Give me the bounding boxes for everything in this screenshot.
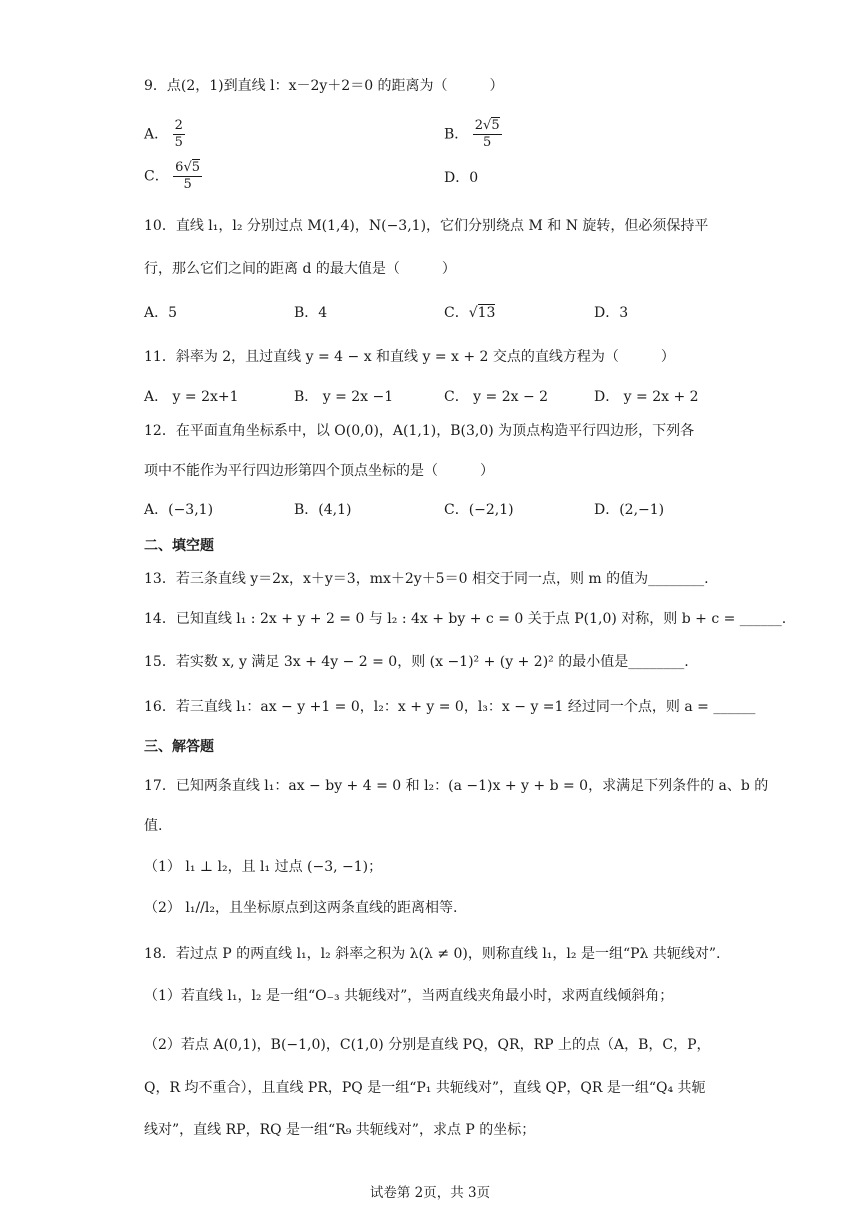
q9-option-c[interactable] bbox=[144, 160, 202, 193]
q9-option-a[interactable] bbox=[144, 118, 185, 151]
q10-option-b[interactable]: B．4 bbox=[294, 305, 328, 321]
question-11-stem: 11．斜率为 2，且过直线 y = 4 − x 和直线 y = x + 2 交点的直线方程为（ ） bbox=[144, 349, 675, 365]
q9-option-b[interactable] bbox=[444, 118, 502, 151]
fraction: $\frac{6√5}{5}$ bbox=[175, 160, 201, 192]
question-13: 13．若三条直线 y＝2x，x＋y＝3，mx＋2y＋5＝0 相交于同一点，则 m 的值为________. bbox=[144, 571, 709, 587]
question-17-part-1: （1） l₁ ⊥ l₂，且 l₁ 过点 (−3, −1)； bbox=[144, 859, 383, 875]
section-heading-fill-in: 二、填空题 bbox=[144, 538, 214, 554]
q11-option-c[interactable]: C． y = 2x − 2 bbox=[444, 389, 549, 405]
option-label: C． bbox=[144, 168, 169, 185]
option-label: A． bbox=[144, 126, 169, 143]
question-9-stem: 9．点(2，1)到直线 l：x－2y＋2＝0 的距离为（ ） bbox=[144, 78, 504, 94]
page-footer: 试卷第 2页，共 3页 bbox=[369, 1185, 491, 1201]
question-14: 14．已知直线 l₁ : 2x + y + 2 = 0 与 l₂ : 4x + by + c = 0 关于点 P(1,0) 对称，则 b + c = ______. bbox=[144, 611, 787, 627]
q12-option-b[interactable]: B．(4,1) bbox=[294, 502, 352, 518]
question-17-line-1: 17．已知两条直线 l₁：ax − by + 4 = 0 和 l₂：(a −1)x + y + b = 0，求满足下列条件的 a、b 的 bbox=[144, 778, 769, 794]
q12-option-d[interactable]: D．(2,−1) bbox=[594, 502, 665, 518]
q10-option-c[interactable]: C．√13 bbox=[444, 305, 496, 321]
q11-option-a[interactable]: A． y = 2x+1 bbox=[144, 389, 239, 405]
question-18-part-1: （1）若直线 l₁，l₂ 是一组“O₋₃ 共轭线对”，当两直线夹角最小时，求两直线倾斜角； bbox=[144, 988, 674, 1004]
question-10-line-1: 10．直线 l₁，l₂ 分别过点 M(1,4)，N(−3,1)，它们分别绕点 M 和 N 旋转，但必须保持平 bbox=[144, 218, 709, 234]
option-label: B． bbox=[444, 126, 469, 143]
question-12-line-1: 12．在平面直角坐标系中，以 O(0,0)，A(1,1)，B(3,0) 为顶点构造平行四边形，下列各 bbox=[144, 423, 695, 439]
question-18-part-2-line-3: 线对”，直线 RP，RQ 是一组“R₉ 共轭线对”，求点 P 的坐标； bbox=[144, 1122, 536, 1138]
q10-option-a[interactable]: A．5 bbox=[144, 305, 178, 321]
q12-option-a[interactable]: A．(−3,1) bbox=[144, 502, 214, 518]
question-18-part-2-line-1: （2）若点 A(0,1)，B(−1,0)，C(1,0) 分别是直线 PQ，QR，RP 上的点（A，B，C，P， bbox=[144, 1037, 711, 1053]
q10-option-d[interactable]: D．3 bbox=[594, 305, 629, 321]
q11-option-d[interactable]: D． y = 2x + 2 bbox=[594, 389, 699, 405]
fraction: $\frac{2}{5}$ bbox=[174, 118, 183, 150]
q12-option-c[interactable]: C．(−2,1) bbox=[444, 502, 514, 518]
question-16: 16．若三直线 l₁：ax − y +1 = 0，l₂：x + y = 0，l₃：x − y =1 经过同一个点，则 a = ______ bbox=[144, 699, 756, 715]
question-17-part-2: （2） l₁//l₂，且坐标原点到这两条直线的距离相等. bbox=[144, 900, 458, 916]
question-10-line-2: 行，那么它们之间的距离 d 的最大值是（ ） bbox=[144, 261, 456, 277]
fraction: $\frac{2√5}{5}$ bbox=[474, 118, 500, 150]
question-17-line-2: 值. bbox=[144, 818, 163, 834]
question-18-part-2-line-2: Q，R 均不重合），且直线 PR，PQ 是一组“P₁ 共轭线对”，直线 QP，QR 是一组“Q₄ 共轭 bbox=[144, 1080, 706, 1096]
question-12-line-2: 项中不能作为平行四边形第四个顶点坐标的是（ ） bbox=[144, 463, 494, 479]
question-15: 15．若实数 x, y 满足 3x + 4y − 2 = 0，则 (x −1)² + (y + 2)² 的最小值是________. bbox=[144, 654, 689, 670]
q9-option-d[interactable]: D．0 bbox=[444, 170, 479, 186]
section-heading-solutions: 三、解答题 bbox=[144, 739, 214, 755]
question-18-line-1: 18．若过点 P 的两直线 l₁，l₂ 斜率之积为 λ(λ ≠ 0)，则称直线 l₁，l₂ 是一组“Pλ 共轭线对”. bbox=[144, 946, 721, 962]
q11-option-b[interactable]: B． y = 2x −1 bbox=[294, 389, 394, 405]
